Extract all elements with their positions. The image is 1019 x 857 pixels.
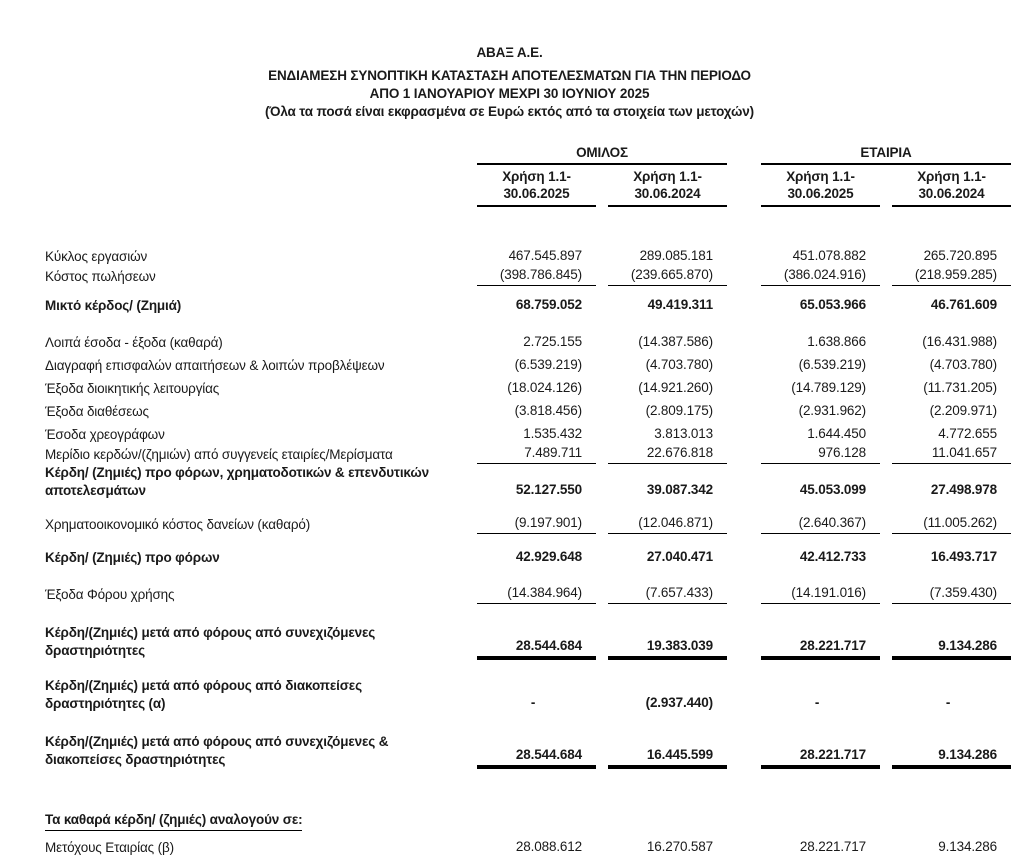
table-row <box>45 379 1011 398</box>
cell-value-group-2024: 16.445.599 <box>608 746 727 769</box>
cell-value-group-2024: (7.657.433) <box>608 584 727 604</box>
cell-value-group-2025: 28.088.612 <box>515 839 582 854</box>
table-row <box>45 444 1011 464</box>
cell-value-group-2024: 16.270.587 <box>646 839 713 854</box>
cell-value-company-2025: - <box>814 695 820 710</box>
row-label: Κέρδη/ (Ζημιές) προ φόρων <box>45 550 220 565</box>
cell-value-group-2025 <box>477 830 596 831</box>
row-label: Έξοδα διαθέσεως <box>45 404 149 419</box>
row-label: Κέρδη/ (Ζημιές) προ φόρων, χρηματοδοτικών & επενδυτικών αποτελεσμάτων <box>45 465 429 498</box>
cell-value-group-2025: 467.545.897 <box>508 248 582 263</box>
cell-value-group-2024: 49.419.311 <box>647 297 713 312</box>
row-label: Χρηματοοικονομικό κόστος δανείων (καθαρό) <box>45 517 311 532</box>
cell-value-group-2025: 7.489.711 <box>477 444 596 464</box>
column-header-company-2025 <box>761 165 880 207</box>
cell-value-company-2024: 9.134.286 <box>892 637 1011 660</box>
cell-value-group-2025: 28.544.684 <box>477 637 596 660</box>
table-row <box>45 464 1011 500</box>
cell-value-company-2025: 45.053.099 <box>799 482 866 497</box>
cell-value-group-2025: 1.535.432 <box>523 426 582 441</box>
column-header-group-2025 <box>477 165 596 207</box>
cell-value-company-2024: 46.761.609 <box>930 297 997 312</box>
statement-title: ΕΝΔΙΑΜΕΣΗ ΣΥΝΟΠΤΙΚΗ ΚΑΤΑΣΤΑΣΗ ΑΠΟΤΕΛΕΣΜΑΤΩΝ ΓΙΑ ΤΗΝ ΠΕΡΙΟΔΟ <box>268 68 751 83</box>
cell-value-company-2025: 65.053.966 <box>799 297 866 312</box>
cell-value-company-2025: 1.644.450 <box>807 426 866 441</box>
table-row <box>45 548 1011 567</box>
column-header-line: 30.06.2025 <box>787 186 854 201</box>
cell-value-group-2024: 27.040.471 <box>646 549 713 564</box>
period-column-headers <box>45 165 1011 207</box>
table-row <box>45 356 1011 375</box>
cell-value-group-2025: 68.759.052 <box>515 297 582 312</box>
table-row <box>45 584 1011 604</box>
cell-value-group-2025: - <box>530 695 536 710</box>
cell-value-company-2025 <box>761 830 880 831</box>
cell-value-company-2024: 4.772.655 <box>938 426 997 441</box>
cell-value-company-2024: (16.431.988) <box>922 334 997 349</box>
table-row <box>45 333 1011 352</box>
cell-value-group-2025: (18.024.126) <box>507 380 582 395</box>
cell-value-company-2025: 28.221.717 <box>761 746 880 769</box>
statement-period: ΑΠΟ 1 ΙΑΝΟΥΑΡΙΟΥ ΜΕΧΡΙ 30 ΙΟΥΝΙΟΥ 2025 <box>369 86 650 101</box>
cell-value-company-2025: (14.789.129) <box>791 380 866 395</box>
column-header-line: Χρήση 1.1- <box>917 169 986 184</box>
statement-table <box>0 145 1019 857</box>
cell-value-group-2024: 289.085.181 <box>639 248 713 263</box>
cell-value-company-2024: (11.731.205) <box>923 380 997 395</box>
column-header-company-2024 <box>892 165 1011 207</box>
row-label: Τα καθαρά κέρδη/ (ζημιές) αναλογούν σε: <box>45 811 465 831</box>
table-row <box>45 838 1011 857</box>
cell-value-company-2024 <box>892 830 1011 831</box>
cell-value-company-2024: 16.493.717 <box>930 549 997 564</box>
column-header-line: Χρήση 1.1- <box>502 169 571 184</box>
cell-value-company-2024: 9.134.286 <box>938 839 997 854</box>
table-row <box>45 677 1011 713</box>
table-row <box>45 296 1011 315</box>
cell-value-company-2025: 1.638.866 <box>807 334 866 349</box>
cell-value-group-2024: (2.809.175) <box>645 403 713 418</box>
table-row <box>45 624 1011 660</box>
group-header-omilos: ΟΜΙΛΟΣ <box>477 145 727 165</box>
cell-value-group-2024: (12.046.871) <box>608 514 727 534</box>
row-label: Λοιπά έσοδα - έξοδα (καθαρά) <box>45 335 223 350</box>
column-header-line: Χρήση 1.1- <box>633 169 702 184</box>
row-label: Κέρδη/(Ζημιές) μετά από φόρους από συνεχιζόμενες δραστηριότητες <box>45 625 376 658</box>
column-header-line: 30.06.2024 <box>918 186 985 201</box>
cell-value-company-2025: (386.024.916) <box>761 266 880 286</box>
cell-value-group-2025: (9.197.901) <box>477 514 596 534</box>
cell-value-company-2024: 265.720.895 <box>923 248 997 263</box>
column-header-line: 30.06.2025 <box>503 186 570 201</box>
group-header-etairia: ΕΤΑΙΡΙΑ <box>761 145 1011 165</box>
cell-value-group-2024: 3.813.013 <box>654 426 713 441</box>
cell-value-company-2025: 451.078.882 <box>792 248 866 263</box>
cell-value-group-2025: 2.725.155 <box>523 334 582 349</box>
cell-value-group-2024: 19.383.039 <box>608 637 727 660</box>
cell-value-company-2024: (218.959.285) <box>892 266 1011 286</box>
cell-value-company-2025: 28.221.717 <box>799 839 866 854</box>
statement-table-body <box>45 247 1011 857</box>
cell-value-company-2024: 9.134.286 <box>892 746 1011 769</box>
column-header-line: 30.06.2024 <box>634 186 701 201</box>
row-label: Μικτό κέρδος/ (Ζημιά) <box>45 298 182 313</box>
table-row <box>45 402 1011 421</box>
cell-value-group-2025: 28.544.684 <box>477 746 596 769</box>
row-label: Μετόχους Εταιρίας (β) <box>45 840 174 855</box>
cell-value-group-2024: (14.921.260) <box>638 380 713 395</box>
cell-value-group-2024: (2.937.440) <box>645 695 713 710</box>
cell-value-company-2024: (4.703.780) <box>929 357 997 372</box>
column-header-line: Χρήση 1.1- <box>786 169 855 184</box>
column-group-header <box>45 145 1011 165</box>
row-label: Έσοδα χρεογράφων <box>45 427 165 442</box>
cell-value-company-2024: (7.359.430) <box>892 584 1011 604</box>
table-row <box>45 733 1011 769</box>
column-header-group-2024 <box>608 165 727 207</box>
cell-value-group-2024: (14.387.586) <box>638 334 713 349</box>
company-name: ΑΒΑΞ Α.Ε. <box>476 45 543 60</box>
cell-value-company-2025: 28.221.717 <box>761 637 880 660</box>
table-row <box>45 266 1011 286</box>
row-label: Διαγραφή επισφαλών απαιτήσεων & λοιπών προβλέψεων <box>45 358 385 373</box>
cell-value-group-2025: 52.127.550 <box>515 482 582 497</box>
cell-value-group-2025: (14.384.964) <box>477 584 596 604</box>
cell-value-company-2024: (2.209.971) <box>929 403 997 418</box>
cell-value-company-2025: (2.931.962) <box>798 403 866 418</box>
cell-value-group-2025: (3.818.456) <box>514 403 582 418</box>
row-label: Κόστος πωλήσεων <box>45 269 156 284</box>
cell-value-company-2024: (11.005.262) <box>892 514 1011 534</box>
table-row <box>45 425 1011 444</box>
cell-value-company-2025: (14.191.016) <box>761 584 880 604</box>
table-row <box>45 247 1011 266</box>
row-label: Κύκλος εργασιών <box>45 249 148 264</box>
row-label: Έξοδα Φόρου χρήσης <box>45 587 175 602</box>
cell-value-company-2025: 976.128 <box>761 444 880 464</box>
cell-value-group-2024 <box>608 830 727 831</box>
cell-value-company-2024: 27.498.978 <box>930 482 997 497</box>
cell-value-company-2025: (2.640.367) <box>761 514 880 534</box>
cell-value-company-2025: 42.412.733 <box>799 549 866 564</box>
cell-value-group-2024: 39.087.342 <box>646 482 713 497</box>
cell-value-group-2024: 22.676.818 <box>608 444 727 464</box>
cell-value-group-2025: (6.539.219) <box>514 357 582 372</box>
cell-value-group-2025: (398.786.845) <box>477 266 596 286</box>
row-label: Κέρδη/(Ζημιές) μετά από φόρους από συνεχιζόμενες & διακοπείσες δραστηριότητες <box>45 734 389 767</box>
table-row <box>45 514 1011 534</box>
row-label: Έξοδα διοικητικής λειτουργίας <box>45 381 220 396</box>
cell-value-group-2024: (4.703.780) <box>645 357 713 372</box>
cell-value-group-2025: 42.929.648 <box>515 549 582 564</box>
cell-value-group-2024: (239.665.870) <box>608 266 727 286</box>
cell-value-company-2024: - <box>945 695 951 710</box>
cell-value-company-2025: (6.539.219) <box>798 357 866 372</box>
currency-note: (Όλα τα ποσά είναι εκφρασμένα σε Ευρώ εκτός από τα στοιχεία των μετοχών) <box>264 104 755 119</box>
row-label: Κέρδη/(Ζημιές) μετά από φόρους από διακοπείσες δραστηριότητες (α) <box>45 678 362 711</box>
document-title-block <box>0 44 1019 121</box>
row-label: Μερίδιο κερδών/(ζημιών) από συγγενείς εταιρίες/Μερίσματα <box>45 447 393 462</box>
cell-value-company-2024: 11.041.657 <box>892 444 1011 464</box>
table-row <box>45 811 1011 831</box>
